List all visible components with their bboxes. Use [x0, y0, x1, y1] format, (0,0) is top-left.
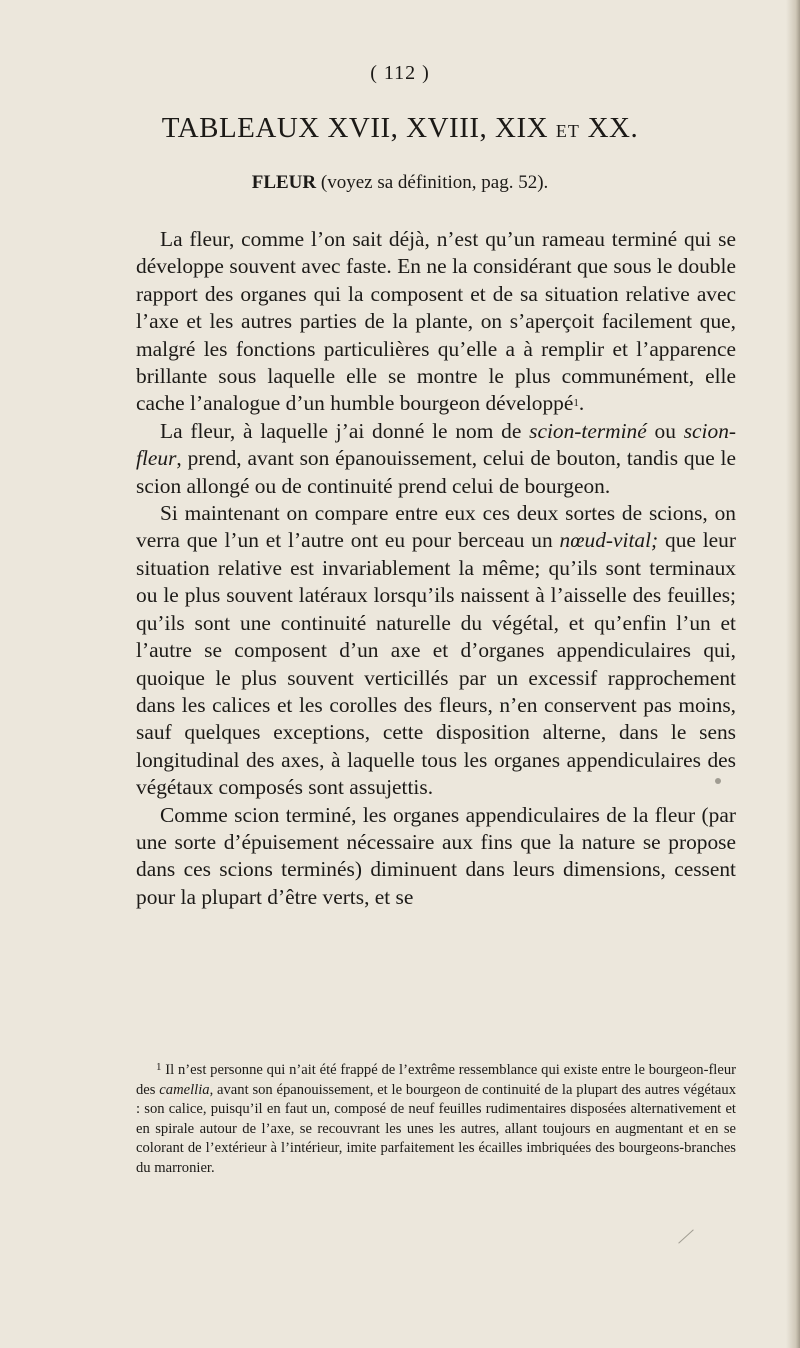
paragraph-3-text-a: Si maintenant on compare entre eux ces deux sortes de scions, on verra que l’un et l’autre ont eu pour berceau un	[136, 501, 736, 553]
subtitle-lead: FLEUR	[251, 172, 317, 193]
ink-speck	[715, 778, 721, 784]
paragraph-1-end: .	[578, 391, 585, 416]
paragraph-3	[136, 500, 736, 801]
paragraph-4: Comme scion terminé, les organes appendiculaires de la fleur (par une sorte d’épuisement nécessaire aux fins que la nature se propose dans ces scions terminés) diminuent dans leurs dimensions, cessent pour la plupart d’être verts, et se	[136, 802, 736, 909]
page-number: ( 112 )	[370, 62, 430, 84]
paragraph-1	[136, 226, 736, 418]
term-scion-fleur: scion-fleur	[136, 418, 737, 471]
term-noeud-vital: nœud-vital;	[559, 528, 659, 553]
pencil-mark	[678, 1229, 694, 1243]
footnote-block	[136, 1058, 736, 1179]
footnote-marker: 1	[156, 1061, 162, 1073]
footnote-reference: 1	[573, 397, 579, 410]
page-title	[0, 112, 800, 145]
paragraph-3-text-b: que leur situation relative est invariablement la même; qu’ils sont terminaux ou le plus souvent latéraux lorsqu’ils naissent à l’aisselle des feuilles; qu’ils sont une continuité naturelle du végétal, et qu’enfin l’un et l’autre se composent d’un axe et d’organes appendiculaires qui, quoique le plus souvent verticillés par un excessif rapprochement dans les calices et les corolles des fleurs, n’en conservent pas moins, sauf quelques exceptions, cette disposition alterne, dans le sens longitudinal des axes, à laquelle tous les organes appendiculaires des végétaux composés sont assujettis.	[136, 528, 736, 800]
section-subtitle	[0, 172, 800, 194]
term-scion-termine: scion-terminé	[529, 418, 647, 443]
paragraph-2-text-c: , prend, avant son épanouissement, celui de bouton, tandis que le scion allongé ou de continuité prend celui de bourgeon.	[136, 446, 736, 498]
title-end: XX.	[587, 112, 639, 144]
title-main: TABLEAUX XVII, XVIII, XIX	[161, 112, 549, 144]
page-edge-shadow	[786, 0, 800, 1348]
term-camellia: camellia	[159, 1081, 210, 1098]
paragraph-2	[136, 418, 736, 500]
footnote-text-b: , avant son épanouissement, et le bourgeon de continuité de la plupart des autres végétaux : son calice, puisqu’il en faut un, composé de neuf feuilles rudimentaires disposées alternativement et en spirale autour de l’axe, se recouvrant les unes les autres, allant toujours en augmentant et en se colorant de l’extérieur à l’intérieur, imite parfaitement les écailles imbriquées des bourgeons-branches du marronier.	[136, 1081, 737, 1176]
footnote-1	[136, 1058, 736, 1179]
subtitle-rest: (voyez sa définition, pag. 52).	[320, 172, 549, 193]
footnote-text-a: Il n’est personne qui n’ait été frappé de l’extrême ressemblance qui existe entre le bourgeon-fleur des	[136, 1062, 736, 1098]
paragraph-2-text-b: ou	[654, 418, 676, 443]
paragraph-2-text-a: La fleur, à laquelle j’ai donné le nom de	[160, 418, 522, 443]
body-text	[136, 226, 736, 911]
title-et: ET	[555, 121, 580, 141]
paragraph-1-text: La fleur, comme l’on sait déjà, n’est qu’un rameau terminé qui se développe souvent avec faste. En ne la considérant que sous le double rapport des organes qui la composent et de sa situation relative avec l’axe et les autres parties de la plante, on s’aperçoit facilement que, malgré les fonctions particulières qu’elle a à remplir et l’apparence brillante sous laquelle elle se montre le plus communément, elle cache l’analogue d’un humble bourgeon développé	[136, 227, 736, 416]
